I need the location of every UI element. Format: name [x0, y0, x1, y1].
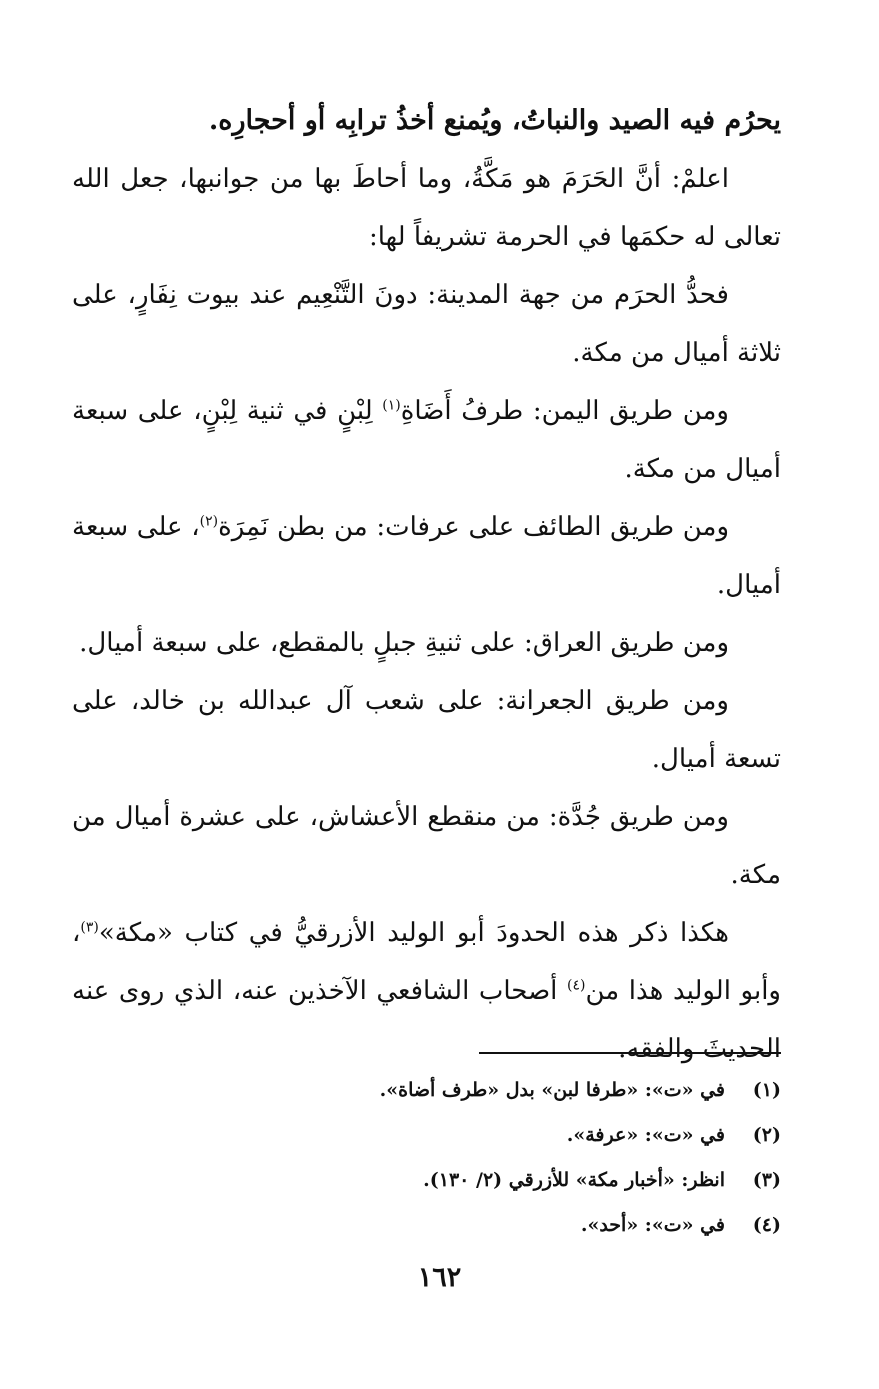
paragraph-text: ، على سبعة أميال.: [72, 512, 781, 600]
paragraph-text: ومن طريق اليمن: طرفُ أَضَاةِ: [400, 396, 729, 426]
paragraph-iraq-boundary: ومن طريق العراق: على ثنيةِ جبلٍ بالمقطع، على سبعة أميال.: [79, 628, 729, 658]
footnote-item: [72, 1203, 781, 1248]
paragraph-madinah-boundary: فحدُّ الحرَم من جهة المدينة: دونَ التَّنْعِيم عند بيوت نِفَارٍ، على ثلاثة أميال من مكة.: [72, 280, 781, 368]
footnote-text: انظر: «أخبار مكة» للأزرقي (٢/ ١٣٠).: [423, 1169, 725, 1191]
paragraph-text: هكذا ذكر هذه الحدودَ أبو الوليد الأزرقيُّ في كتاب «مكة»: [98, 918, 729, 948]
paragraph-jeddah-boundary: ومن طريق جُدَّة: من منقطع الأعشاش، على عشرة أميال من مكة.: [72, 802, 781, 890]
footnote-separator: [479, 1052, 781, 1054]
footnote-item: [72, 1158, 781, 1203]
footnote-number: (٤): [752, 1214, 781, 1236]
footnote-number: (٢): [752, 1124, 781, 1146]
page-number: ١٦٢: [417, 1262, 462, 1293]
footnote-ref-3: (٣): [80, 919, 99, 936]
paragraph-text: أصحاب الشافعي الآخذين عنه، الذي روى عنه الحديثَ والفقه.: [72, 976, 781, 1064]
footnote-item: [72, 1068, 781, 1113]
paragraph-text: ومن طريق الطائف على عرفات: من بطن نَمِرَة: [218, 512, 729, 542]
paragraph-text: ، وأبو الوليد هذا من: [72, 918, 781, 1006]
footnote-text: في «ت»: «عرفة».: [566, 1124, 725, 1146]
footnote-text: في «ت»: «طرفا لبن» بدل «طرف أضاة».: [379, 1079, 725, 1101]
footnote-ref-4: (٤): [566, 977, 586, 994]
footnote-ref-2: (٢): [199, 513, 219, 530]
footnote-number: (١): [752, 1079, 781, 1101]
paragraph-yemen-boundary: [72, 382, 781, 498]
paragraph-haram-definition: اعلمْ: أنَّ الحَرَمَ هو مَكَّةُ، وما أحاطَ بها من جوانبها، جعل الله تعالى له حكمَها في الحرمة تشريفاً لها:: [72, 164, 781, 252]
footnote-ref-1: (١): [382, 397, 401, 414]
footnote-text: في «ت»: «أحد».: [580, 1214, 725, 1236]
footnotes: [72, 1068, 781, 1248]
footnote-item: [72, 1113, 781, 1158]
heading-line: يحرُم فيه الصيد والنباتُ، ويُمنع أخذُ ترابِه أو أحجارِه.: [208, 105, 781, 136]
paragraph-taif-boundary: [72, 498, 781, 614]
main-text: [72, 92, 781, 1078]
paragraph-jiranah-boundary: ومن طريق الجعرانة: على شعب آل عبدالله بن خالد، على تسعة أميال.: [72, 686, 781, 774]
footnote-number: (٣): [752, 1169, 781, 1191]
paragraph-text: لِبْنٍ في ثنية لِبْنٍ، على سبعة أميال من مكة.: [72, 396, 781, 484]
